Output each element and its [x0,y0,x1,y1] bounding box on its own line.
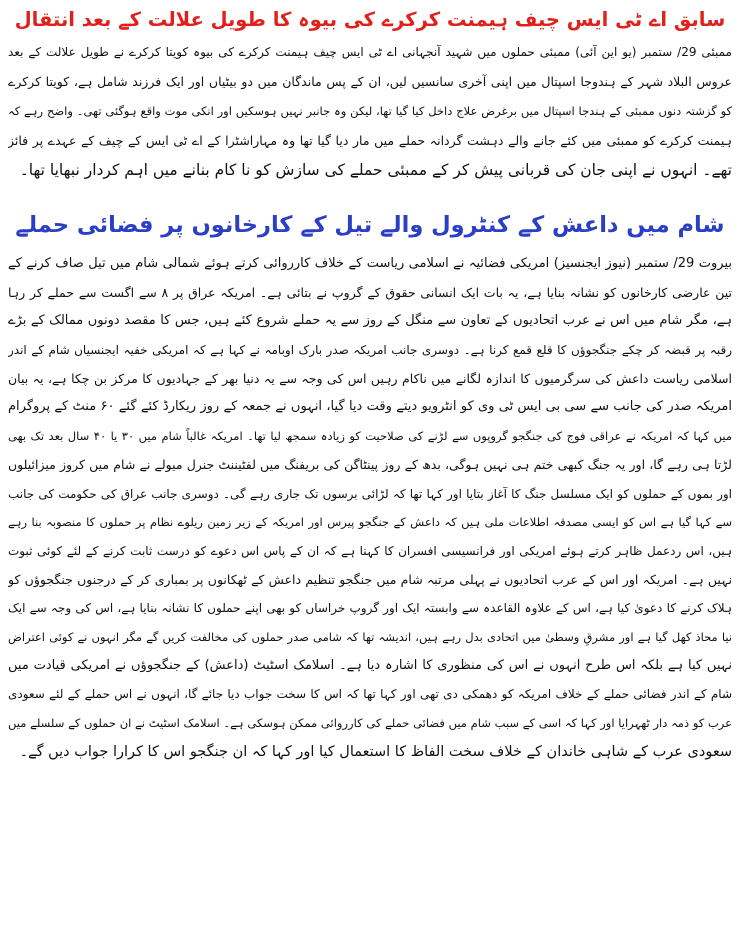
story1-line: ہیمنت کرکرے کو ممبئی میں کئے جانے والے دہشت گردانہ حملے میں مار دیا گیا تھا وہ مہاراشٹرا کے اے ٹی ایس کے چیف کے عہدے پر فائز [8,133,732,149]
story1-line: ممبئی 29/ ستمبر (یو این آئی) ممبئی حملوں میں شہید آنجہانی اے ٹی ایس چیف ہیمنت کرکرے کی بیوہ کویتا کرکرے نے طویل علالت کے بعد [8,45,732,59]
story2-line: لڑتا ہی رہے گا، اور یہ جنگ کبھی ختم ہی نہیں ہوگی، بدھ کے روز پینٹاگن کی بریفنگ میں لفٹیننٹ جنرل میولے نے شام میں کروز میزائیلوں [8,456,732,472]
story2-line: نیا محاذ کھل گیا ہے اور مشرقِ وسطیٰ میں اتحادی بدل رہے ہیں، اندیشہ تھا کہ شامی صدر حملوں کی مخالفت کریں گے مگر انہوں نے کوئی اعتراض [8,629,732,644]
story2-line: امریکہ صدر کی جانب سے سی بی ایس ٹی وی کو انٹرویو دیتے وقت دیا گیا، انہوں نے جمعہ کے روز ریکارڈ کئے گئے ۶۰ منٹ کے پروگرام [8,399,732,415]
story1-line: کو گزشتہ دنوں ممبئی کے ہندجا اسپتال میں برغرض علاج داخل کیا گیا تھا، لیکن وہ جانبر نہیں ہوسکیں اور انکی موت واقع ہوگئی تھی۔ واضح رہے کہ [8,103,732,118]
story2-headline: شام میں داعش کے کنٹرول والے تیل کے کارخانوں پر فضائی حملے [15,212,725,238]
story2-line: ہیں، اس ردعمل ظاہر کرتے ہوئے امریکی اور فرانسیسی افسران کا کہنا ہے کہ ان کے پاس اس دعوے کو درست ثابت کرنے کے لئے کوئی ثبوت [8,543,732,558]
story2-line: سعودی عرب کے شاہی خاندان کے خلاف سخت الفاظ کا استعمال کیا اور کہا کہ ان جنگجو اس کا کرارا جواب دیں گے۔ [19,743,732,760]
story2-line: اسلامی ریاست داعش کی سرگرمیوں کا اندازہ لگانے میں ناکام رہیں اس کی وجہ سے یہ دنیا بھر کے جہادیوں کا مرکز بن چکا ہے، یہ بیان [8,370,732,386]
story2-line: میں کہا کہ امریکہ نے عراقی فوج کی جنگجو گروپوں سے لڑنے کی صلاحیت کو زیادہ سمجھ لیا تھا۔ امریکہ غالباً شام میں ۳۰ یا ۴۰ سال بعد تک بھی [8,429,732,444]
story2-body [8,250,732,766]
story2-line: بیروت 29/ ستمبر (نیوز ایجنسیز) امریکی فضائیہ نے اسلامی ریاست کے خلاف کارروائی کرتے ہوئے شمالی شام میں تیل صاف کرنے کے [8,256,732,271]
story1-line: تھے۔ انہوں نے اپنی جان کی قربانی پیش کر کے ممبئی حملے کی سازش کو نا کام بنانے میں اہم کردار نبھایا تھا۔ [19,160,732,179]
story1-headline: سابق اے ٹی ایس چیف ہیمنت کرکرے کی بیوہ کا طویل علالت کے بعد انتقال [14,8,726,31]
story2-line: نہیں کیا ہے بلکہ اس طرح انہوں نے اس کی منظوری کا اشارہ دیا ہے۔ اسلامک اسٹیٹ (داعش) کے جنگجوؤں نے امریکی قیادت میں [8,657,732,673]
story2-line: تین عارضی کارخانوں کو نشانہ بنایا ہے، یہ بات ایک انسانی حقوق کے گروپ نے بتائی ہے۔ امریکہ عراق پر ۸ سے اگست سے حملے کر رہا [8,284,732,300]
story1-body [8,38,732,185]
story2-line: ہے، مگر شام میں اس نے عرب اتحادیوں کے تعاون سے منگل کے روز سے یہ حملے شروع کئے ہیں، جس کا مقصد دونوں ممالک کے بڑے [8,313,732,329]
story2-line: رقبہ پر قبضہ کر چکے جنگجوؤں کا قلع قمع کرنا ہے۔ دوسری جانب امریکہ صدر بارک اوبامہ نے کہا ہے کہ امریکی خفیہ ایجنسیاں شام کے اندر [8,343,732,358]
story1-line: عروس البلاد شہر کے ہندوجا اسپتال میں اپنی آخری سانسیں لیں، ان کے پس ماندگان میں دو بیٹیاں اور ایک فرزند شامل ہے، کویتا کرکرے [8,74,732,90]
story2-line: سے کہا گیا ہے اس کو ایسی مصدقہ اطلاعات ملی ہیں کہ داعش کے جنگجو پیرس اور امریکہ کے زیر زمین ریلوے نظام پر حملوں کا منصوبہ بنا رہے [8,515,732,530]
story2-line: نہیں ہے۔ امریکہ اور اس کے عرب اتحادیوں نے پہلی مرتبہ شام میں جنگجو تنظیم داعش کے ٹھکانوں پر بمباری کر کے درجنوں جنگجوؤں کو [8,571,732,587]
story2-line: ہلاک کرنے کا دعویٰ کیا ہے، اس کے علاوہ القاعدہ سے وابستہ ایک اور گروپ خراساں کو بھی اپنے حملوں کا نشانہ بنایا ہے، اس کی وجہ سے ایک [8,601,732,616]
story2-line: اور بموں کے حملوں کو ایک مسلسل جنگ کا آغاز بتایا اور کہا تھا کہ لڑائی برسوں تک جاری رہے گی۔ دوسری جانب عراق کی حکومت کی جانب [8,486,732,501]
story2-line: شام کے اندر فضائی حملے کے خلاف امریکہ کو دھمکی دی تھی اور کہا تھا کہ اس کا سخت جواب دیا جائے گا، انہوں نے اس حملے کے لئے سعودی [8,687,732,702]
story2-line: عرب کو ذمہ دار ٹھہرایا اور کہا کہ اسی کے سبب شام میں فضائی حملے کی کارروائی ممکن ہوسکی ہے۔ اسلامک اسٹیٹ نے ان حملوں کے سلسلے میں [8,716,732,730]
